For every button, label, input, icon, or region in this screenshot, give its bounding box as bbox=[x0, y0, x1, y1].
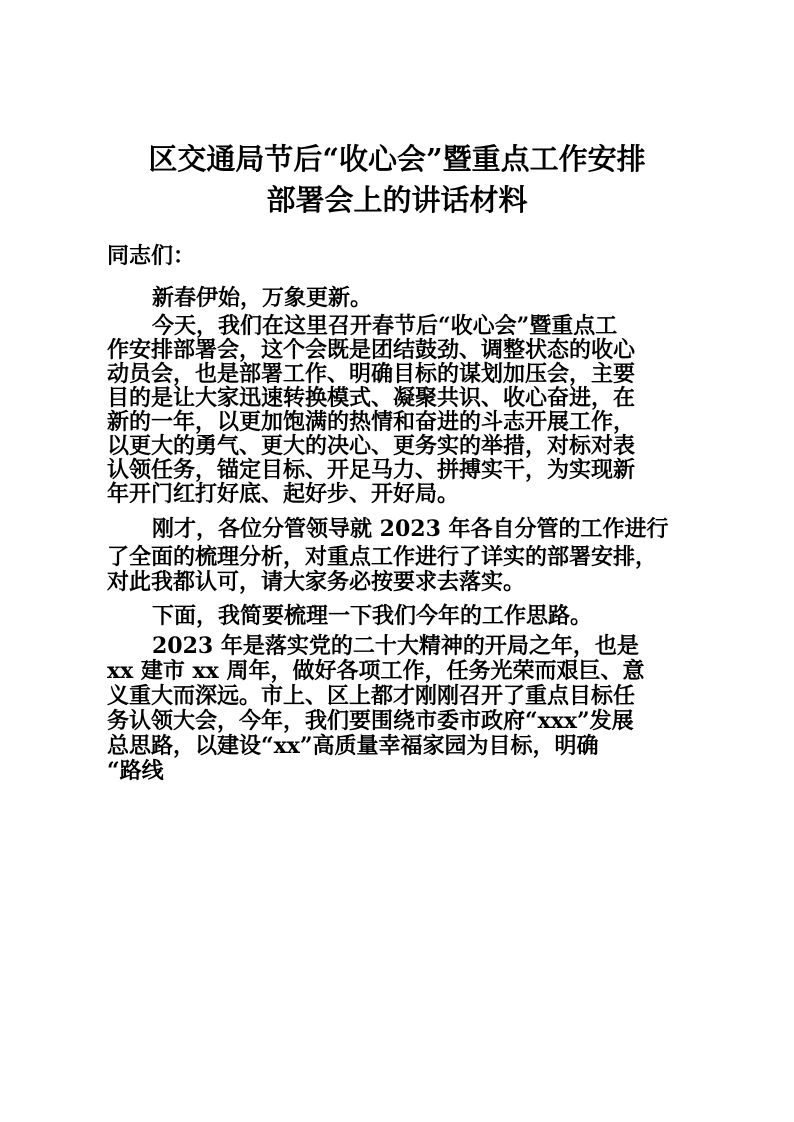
paragraph-5-line-6: “路线 bbox=[107, 758, 164, 784]
paragraph-1-line-1: 新春伊始，万象更新。 bbox=[152, 285, 373, 311]
paragraph-5-line-3: 义重大而深远。市上、区上都才刚刚召开了重点目标任 bbox=[107, 683, 636, 709]
paragraph-3-line-3: 对此我都认可，请大家务必按要求去落实。 bbox=[107, 569, 526, 595]
paragraph-2-line-6: 以更大的勇气、更大的决心、更务实的举措，对标对表 bbox=[107, 433, 636, 459]
paragraph-2-line-3: 动员会，也是部署工作、明确目标的谋划加压会，主要 bbox=[107, 361, 636, 387]
paragraph-2-line-1: 今天，我们在这里召开春节后“收心会”暨重点工 bbox=[152, 313, 618, 339]
paragraph-4-line-1: 下面，我简要梳理一下我们今年的工作思路。 bbox=[152, 603, 593, 629]
paragraph-5-line-5: 总思路，以建设“xx”高质量幸福家园为目标，明确 bbox=[107, 733, 599, 759]
paragraph-2-line-4: 目的是让大家迅速转换模式、凝聚共识、收心奋进，在 bbox=[107, 385, 636, 411]
paragraph-5-line-4: 务认领大会，今年，我们要围绕市委市政府“xxx”发展 bbox=[107, 708, 634, 734]
document-title-line-1: 区交通局节后“收心会”暨重点工作安排 bbox=[148, 142, 646, 176]
paragraph-2-line-5: 新的一年，以更加饱满的热情和奋进的斗志开展工作， bbox=[107, 409, 636, 435]
salutation: 同志们： bbox=[107, 243, 196, 269]
paragraph-5-line-1: 2023 年是落实党的二十大精神的开局之年，也是 bbox=[152, 633, 639, 659]
paragraph-2-line-2: 作安排部署会，这个会既是团结鼓劲、调整状态的收心 bbox=[107, 337, 636, 363]
paragraph-2-line-7: 认领任务，锚定目标、开足马力、拼搏实干，为实现新 bbox=[107, 457, 636, 483]
paragraph-3-line-2: 了全面的梳理分析，对重点工作进行了详实的部署安排， bbox=[107, 544, 658, 570]
paragraph-3-line-1: 刚才，各位分管领导就 2023 年各自分管的工作进行 bbox=[152, 516, 669, 542]
document-title-line-2: 部署会上的讲话材料 bbox=[266, 183, 528, 217]
paragraph-5-line-2: xx 建市 xx 周年，做好各项工作，任务光荣而艰巨、意 bbox=[107, 658, 645, 684]
paragraph-2-line-8: 年开门红打好底、起好步、开好局。 bbox=[107, 481, 460, 507]
